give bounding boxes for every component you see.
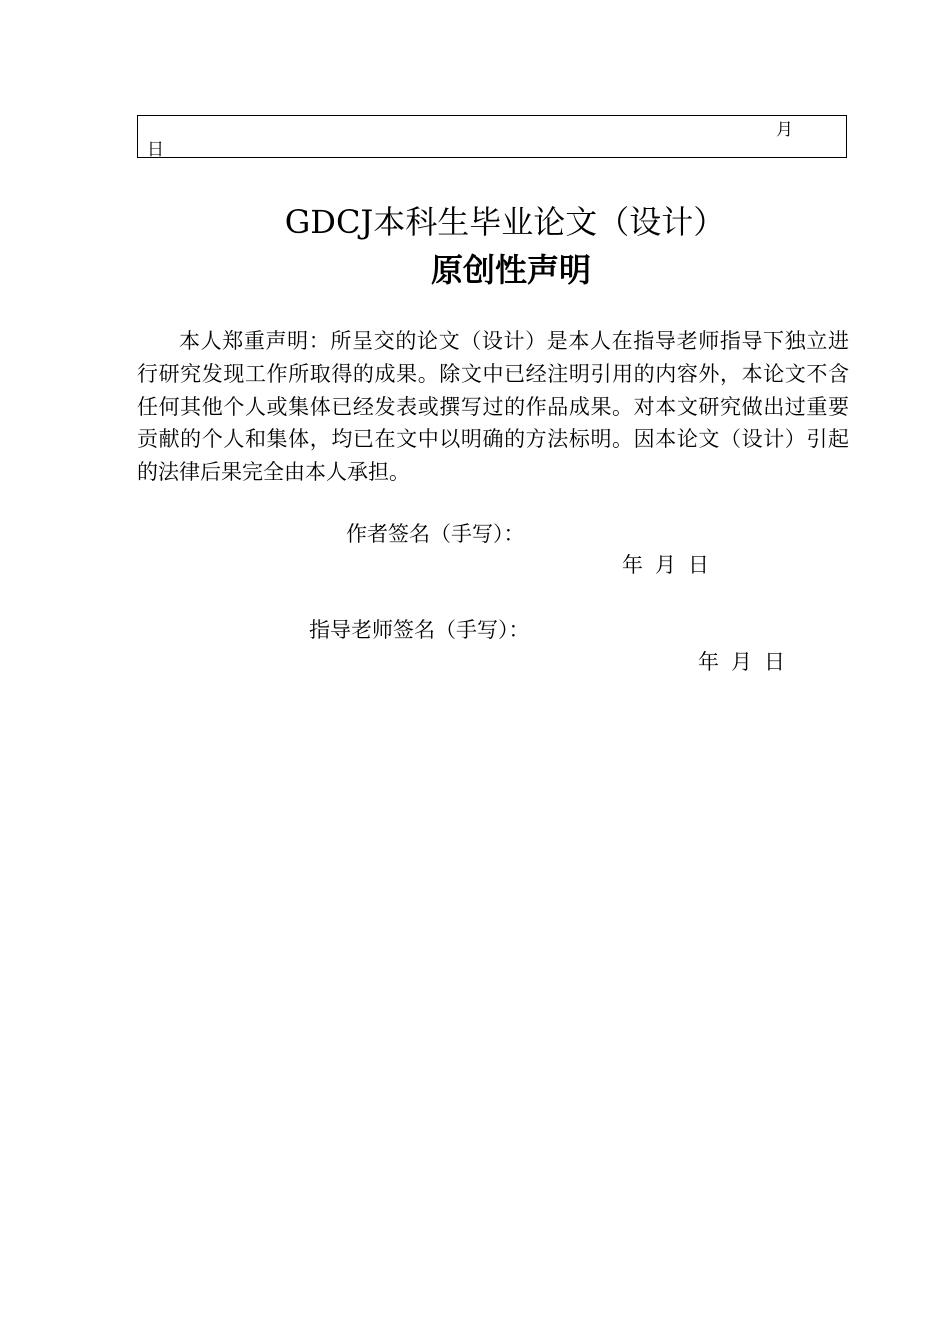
advisor-date-year: 年 (698, 650, 719, 674)
author-date-year: 年 (622, 553, 643, 577)
author-date-day: 日 (688, 553, 709, 577)
header-date-box (137, 115, 847, 158)
advisor-date-day: 日 (764, 650, 785, 674)
author-date-month: 月 (655, 553, 676, 577)
author-signature-date (622, 551, 721, 579)
advisor-signature-label: 指导老师签名（手写）： (309, 618, 530, 642)
author-signature-label: 作者签名（手写）： (346, 522, 525, 546)
advisor-signature-date (698, 648, 797, 676)
document-subtitle: 原创性声明 (430, 251, 591, 289)
header-month-label: 月 (776, 120, 793, 140)
declaration-paragraph: 本人郑重声明：所呈交的论文（设计）是本人在指导老师指导下独立进行研究发现工作所取得的成果。除文中已经注明引用的内容外，本论文不含任何其他个人或集体已经发表或撰写过的作品成果。对本文研究做出过重要贡献的个人和集体，均已在文中以明确的方法标明。因本论文（设计）引起的法律后果完全由本人承担。 (137, 329, 849, 485)
advisor-date-month: 月 (731, 650, 752, 674)
document-title: GDCJ本科生毕业论文（设计） (284, 203, 726, 241)
header-day-label: 日 (147, 140, 164, 160)
